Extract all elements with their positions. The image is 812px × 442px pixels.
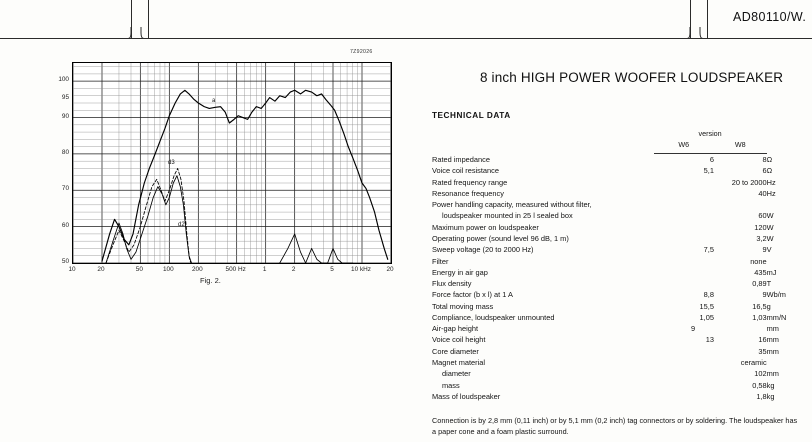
chart-y-tick-label: 100	[58, 76, 69, 84]
spacer-cell	[432, 128, 654, 139]
spec-label: Compliance, loudspeaker unmounted	[432, 312, 555, 322]
spec-unit: kg	[766, 391, 775, 401]
spec-row	[432, 188, 804, 199]
spec-label: Magnet material	[432, 358, 485, 368]
spec-unit: Hz	[766, 188, 776, 198]
spec-row	[432, 255, 804, 266]
chart-y-tick-label: 50	[61, 258, 69, 265]
spec-value-shared: 120	[754, 222, 767, 232]
spec-label: Sweep voltage (20 to 2000 Hz)	[432, 245, 534, 255]
spec-value-shared: 40	[758, 188, 767, 198]
spec-value-shared: 3,2	[756, 233, 767, 243]
spec-row	[432, 323, 804, 334]
spec-unit: g	[766, 301, 771, 311]
spec-unit: W	[766, 233, 774, 243]
spec-value-w8	[714, 199, 767, 210]
spec-value-w8: 16	[758, 335, 767, 345]
notch-curve-left	[122, 27, 150, 39]
chart-y-tick-label: 70	[61, 185, 69, 193]
spec-unit: mm	[766, 346, 779, 356]
specifications-table	[432, 128, 804, 402]
version-heading: version	[698, 129, 722, 139]
spec-label: mass	[442, 380, 460, 390]
spec-value-shared: 1,8	[756, 391, 767, 401]
chart-x-tick-label: 5	[330, 266, 334, 273]
spec-unit: Wb/m	[766, 290, 786, 300]
spec-label: Rated impedance	[432, 154, 490, 164]
spec-value-w6: 1,05	[699, 312, 714, 322]
spec-label: Air-gap height	[432, 324, 479, 334]
spec-row	[432, 244, 804, 255]
spec-unit: mm	[766, 335, 779, 345]
spec-label: Core diameter	[432, 346, 479, 356]
spec-unit: Hz	[766, 177, 776, 187]
chart-gridlines	[73, 63, 391, 263]
spec-label: loudspeaker mounted in 25 l sealed box	[442, 211, 573, 221]
version-column-w6: W6	[678, 140, 690, 150]
chart-x-tick-label: 20	[97, 266, 105, 273]
spec-label: Maximum power on loudspeaker	[432, 222, 539, 232]
chart-curve-label-d3: d3	[168, 160, 175, 166]
chart-plot-area	[72, 62, 392, 264]
spec-value-shared: ceramic	[740, 358, 767, 368]
spec-value-w8: 6	[762, 166, 767, 176]
chart-drawing-code: 7Z92026	[350, 49, 373, 55]
spec-value-shared: 0,89	[752, 279, 767, 289]
version-column-w8: W8	[734, 140, 746, 150]
spec-row	[432, 312, 804, 323]
spacer-cell	[432, 139, 654, 150]
spec-unit: mJ	[766, 267, 777, 277]
spec-row	[432, 233, 804, 244]
spec-unit: mm	[766, 369, 779, 379]
spec-label: Filter	[432, 256, 449, 266]
spec-value-shared: 102	[754, 369, 767, 379]
spec-label: Rated frequency range	[432, 177, 508, 187]
spec-row	[432, 165, 804, 176]
chart-x-tick-label: 500 Hz	[225, 266, 246, 273]
chart-x-tick-label: 10 kHz	[351, 266, 371, 273]
spec-label: Voice coil resistance	[432, 166, 499, 176]
chart-curve-label-d2: d2	[178, 222, 185, 228]
spec-value-w6: 7,5	[703, 245, 714, 255]
part-number: AD80110/W.	[733, 10, 807, 24]
spec-value-shared: none	[750, 256, 767, 266]
version-columns-row	[432, 139, 804, 150]
spec-label: Resonance frequency	[432, 188, 504, 198]
spec-value-shared: 0,58	[752, 380, 767, 390]
spec-unit	[767, 255, 804, 266]
spec-unit	[767, 357, 804, 368]
chart-y-tick-label: 60	[61, 221, 69, 229]
spec-value-w6: 6	[709, 154, 714, 164]
spec-value-w8: 9	[762, 290, 767, 300]
spec-value-w8: 8	[762, 154, 767, 164]
spec-label: Operating power (sound level 96 dB, 1 m)	[432, 233, 569, 243]
spec-label: Total moving mass	[432, 301, 494, 311]
frequency-response-chart	[50, 49, 410, 297]
chart-series-d3	[106, 168, 191, 263]
spec-unit: mm/N	[766, 312, 787, 322]
spec-unit: W	[766, 211, 774, 221]
spec-value-shared: 20 to 2000	[731, 177, 767, 187]
spec-label: diameter	[442, 369, 471, 379]
spec-row	[432, 379, 804, 390]
spec-row	[432, 267, 804, 278]
spec-label: Voice coil height	[432, 335, 486, 345]
spec-value-w6	[654, 199, 714, 210]
spec-unit: Ω	[766, 154, 773, 164]
spec-value-shared: 60	[758, 211, 767, 221]
spec-label: Energy in air gap	[432, 267, 488, 277]
spacer-unit	[767, 128, 804, 139]
spec-value-shared: 35	[758, 346, 767, 356]
spec-value-w8: 1,03	[752, 312, 767, 322]
spec-value-w6: 8,8	[703, 290, 714, 300]
spec-row	[432, 334, 804, 345]
spec-label: Mass of loudspeaker	[432, 391, 501, 401]
spec-row	[432, 357, 804, 368]
chart-curve-label-a: a	[212, 98, 216, 104]
figure-caption: Fig. 2.	[200, 276, 221, 285]
spec-value-w8: 9	[762, 245, 767, 255]
chart-x-tick-label: 1	[262, 266, 267, 273]
spec-unit	[767, 199, 804, 210]
chart-x-tick-label: 10	[68, 266, 76, 273]
chart-y-tick-label: 80	[61, 148, 69, 156]
spacer-unit	[767, 139, 804, 150]
spec-unit: V	[766, 245, 772, 255]
chart-x-tick-label: 50	[135, 266, 143, 273]
spec-unit: W	[766, 222, 774, 232]
spec-unit: mm	[766, 324, 779, 334]
specification-panel	[432, 58, 804, 437]
notch-curve-right	[681, 27, 709, 39]
product-title: 8 inch HIGH POWER WOOFER LOUDSPEAKER	[480, 70, 784, 85]
spec-value-w6: 5,1	[703, 166, 714, 176]
version-heading-row	[432, 128, 804, 139]
spec-row	[432, 210, 804, 221]
spec-row	[432, 368, 804, 379]
spec-row	[432, 301, 804, 312]
connection-note: Connection is by 2,8 mm (0,11 inch) or by 5,1 mm (0,2 inch) tag connectors or by soldering. The loudspeaker has a paper cone and a foam plastic surround.	[432, 416, 798, 436]
spec-value-w6: 13	[705, 335, 714, 345]
spec-unit: T	[766, 279, 772, 289]
spec-label: Flux density	[432, 279, 472, 289]
spec-row	[432, 222, 804, 233]
spec-unit: kg	[766, 380, 775, 390]
spec-value-shared: 9	[691, 324, 696, 334]
spec-row	[432, 153, 804, 165]
spec-unit: Ω	[766, 166, 773, 176]
spec-row	[432, 176, 804, 187]
chart-y-tick-label: 90	[61, 112, 69, 120]
chart-x-tick-label: 20	[386, 266, 394, 273]
spec-label: Power handling capacity, measured without filter,	[432, 200, 592, 210]
spec-row	[432, 289, 804, 300]
chart-x-tick-label: 100	[162, 266, 174, 273]
spec-row	[432, 391, 804, 402]
chart-x-tick-label: 200	[191, 266, 203, 273]
chart-y-tick-label: 95	[61, 94, 69, 102]
spec-row	[432, 278, 804, 289]
spec-row	[432, 346, 804, 357]
chart-svg	[73, 63, 391, 263]
spec-label: Force factor (b x l) at 1 A	[432, 290, 513, 300]
chart-x-tick-label: 2	[291, 266, 296, 273]
spec-value-shared: 435	[754, 267, 767, 277]
spec-row	[432, 199, 804, 210]
technical-data-heading: TECHNICAL DATA	[432, 111, 511, 120]
spec-value-w8: 16,5	[752, 301, 767, 311]
spec-value-w6: 15,5	[699, 301, 714, 311]
